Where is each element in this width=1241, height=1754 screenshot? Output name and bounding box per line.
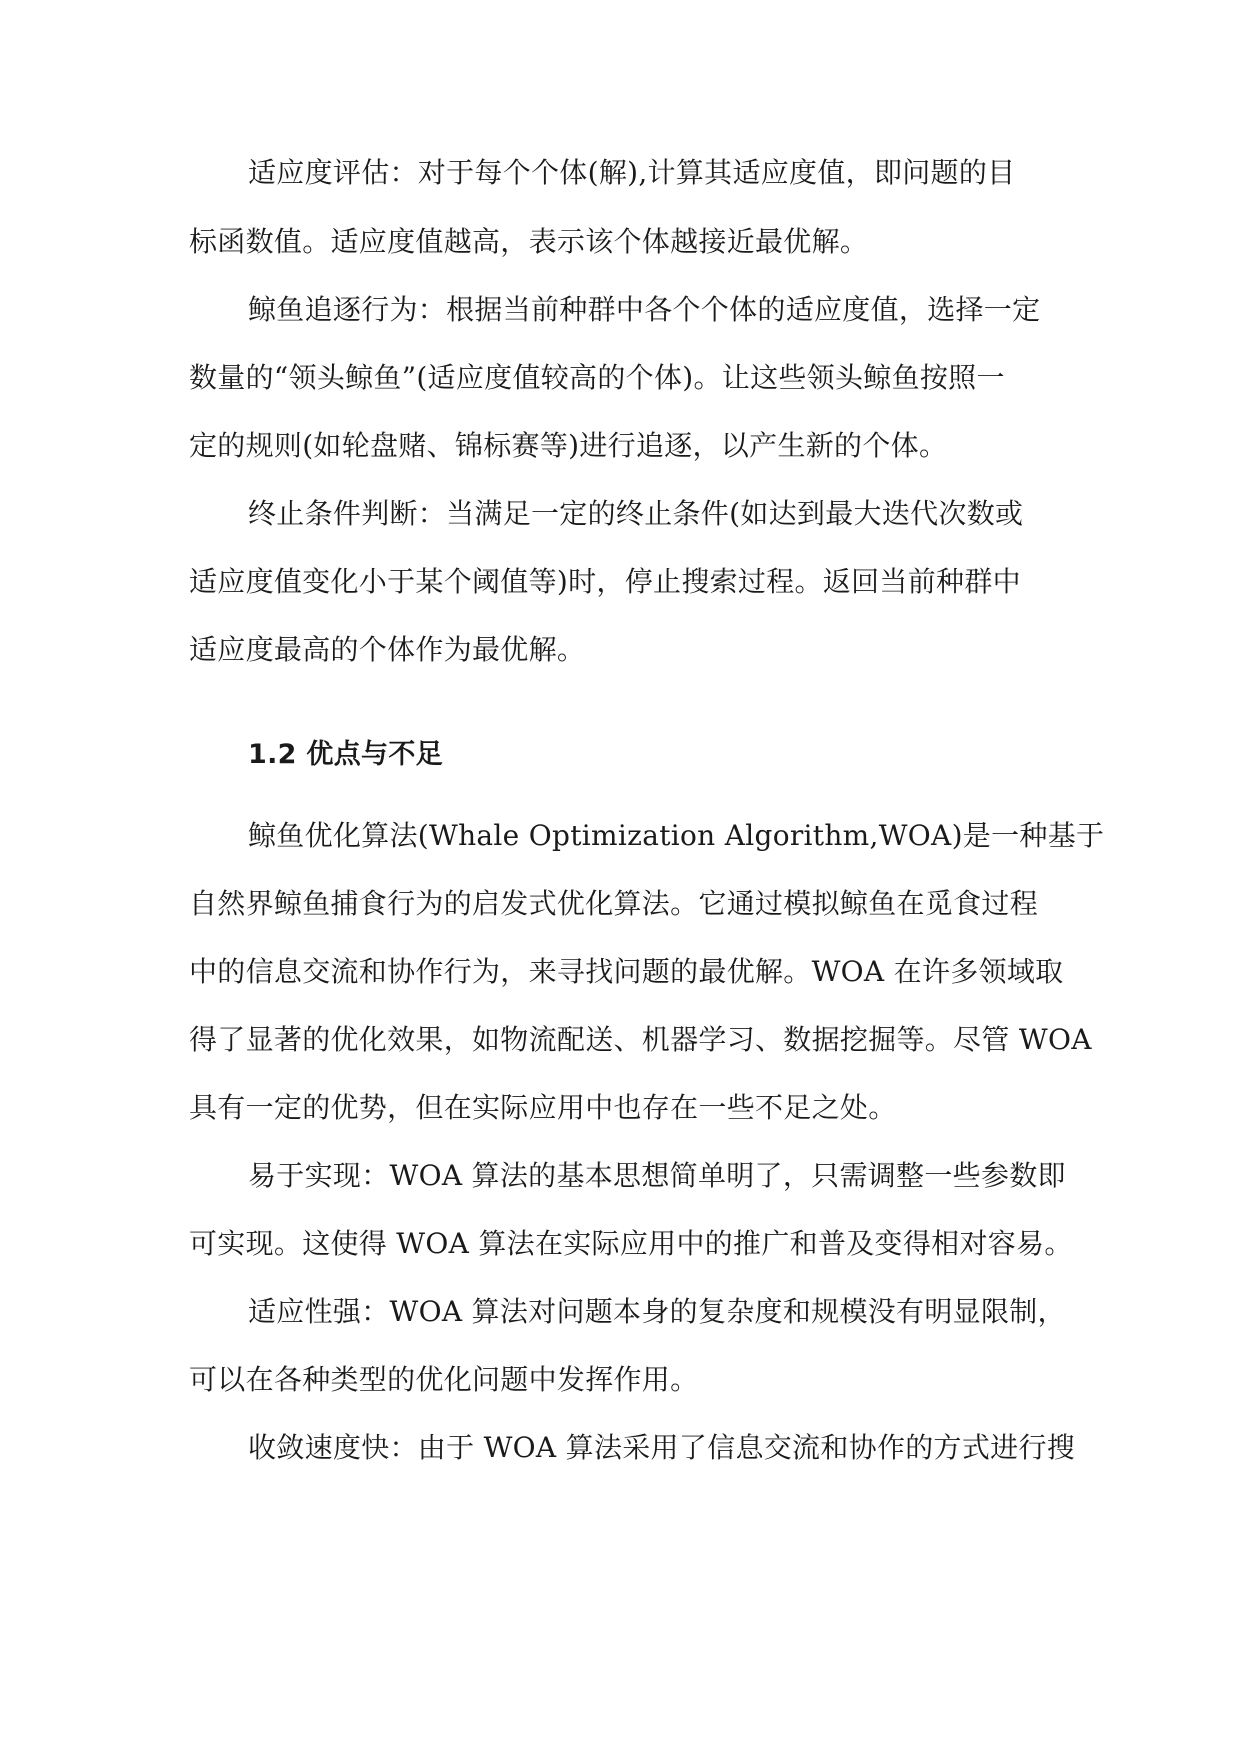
paragraph-whale-chasing-line-2: 数量的“领头鲸鱼”(适应度值较高的个体)。让这些领头鲸鱼按照一 — [189, 361, 1005, 394]
paragraph-easy-to-implement-line-2: 可实现。这使得 WOA 算法在实际应用中的推广和普及变得相对容易。 — [189, 1227, 1073, 1260]
paragraph-woa-intro-line-2: 自然界鲸鱼捕食行为的启发式优化算法。它通过模拟鲸鱼在觅食过程 — [189, 887, 1039, 920]
paragraph-fitness-evaluation-line-2: 标函数值。适应度值越高，表示该个体越接近最优解。 — [189, 225, 869, 258]
paragraph-woa-intro-line-4: 得了显著的优化效果，如物流配送、机器学习、数据挖掘等。尽管 WOA — [189, 1023, 1092, 1056]
paragraph-woa-intro-line-5: 具有一定的优势，但在实际应用中也存在一些不足之处。 — [189, 1091, 897, 1124]
paragraph-termination-line-3: 适应度最高的个体作为最优解。 — [189, 633, 586, 666]
paragraph-fast-convergence-line-1: 收敛速度快：由于 WOA 算法采用了信息交流和协作的方式进行搜 — [248, 1431, 1076, 1464]
paragraph-termination-line-2: 适应度值变化小于某个阈值等)时，停止搜索过程。返回当前种群中 — [189, 565, 1021, 598]
paragraph-whale-chasing-line-1: 鲸鱼追逐行为：根据当前种群中各个个体的适应度值，选择一定 — [248, 293, 1041, 326]
paragraph-adaptability-line-2: 可以在各种类型的优化问题中发挥作用。 — [189, 1363, 699, 1396]
section-heading: 1.2 优点与不足 — [248, 739, 443, 770]
paragraph-adaptability-line-1: 适应性强：WOA 算法对问题本身的复杂度和规模没有明显限制， — [248, 1295, 1066, 1328]
paragraph-whale-chasing-line-3: 定的规则(如轮盘赌、锦标赛等)进行追逐，以产生新的个体。 — [189, 429, 948, 462]
paragraph-fitness-evaluation-line-1: 适应度评估：对于每个个体(解),计算其适应度值，即问题的目 — [248, 156, 1016, 189]
paragraph-woa-intro-line-1: 鲸鱼优化算法(Whale Optimization Algorithm,WOA)是一种基于 — [248, 819, 1105, 852]
paragraph-termination-line-1: 终止条件判断：当满足一定的终止条件(如达到最大迭代次数或 — [248, 497, 1024, 530]
paragraph-woa-intro-line-3: 中的信息交流和协作行为，来寻找问题的最优解。WOA 在许多领域取 — [189, 955, 1064, 988]
paragraph-easy-to-implement-line-1: 易于实现：WOA 算法的基本思想简单明了，只需调整一些参数即 — [248, 1159, 1066, 1192]
